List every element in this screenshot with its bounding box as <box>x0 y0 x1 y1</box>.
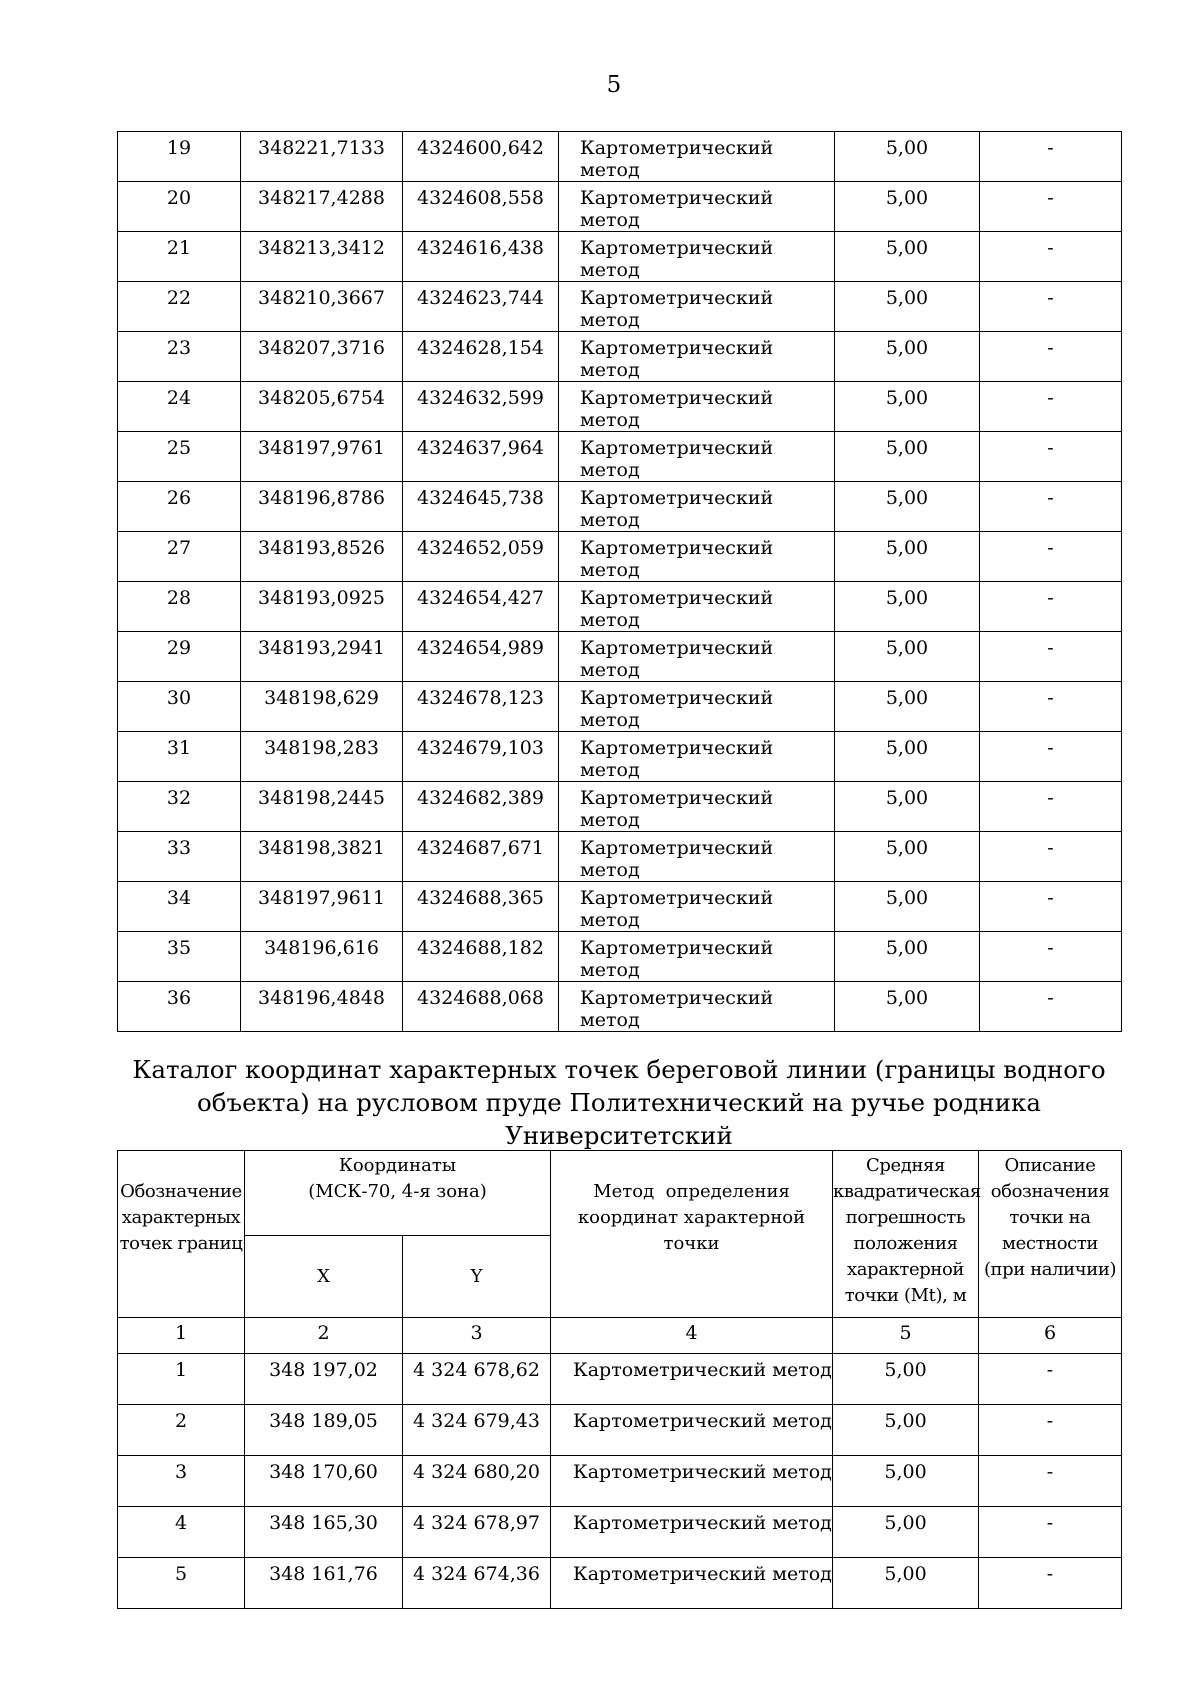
cell-error: 5,00 <box>835 882 980 932</box>
header-x: X <box>245 1236 403 1318</box>
cell-error: 5,00 <box>835 332 980 382</box>
cell-point-number: 34 <box>118 882 241 932</box>
header-description-line: Описание <box>1004 1155 1096 1176</box>
header-method <box>551 1151 833 1318</box>
cell-point-number: 27 <box>118 532 241 582</box>
cell-y: 4324688,068 <box>403 982 559 1032</box>
cell-description: - <box>980 332 1122 382</box>
cell-error: 5,00 <box>835 282 980 332</box>
cell-description: - <box>980 432 1122 482</box>
cell-error: 5,00 <box>833 1405 979 1456</box>
cell-method: Картометрический метод <box>559 732 835 782</box>
cell-point-number: 26 <box>118 482 241 532</box>
cell-error: 5,00 <box>835 132 980 182</box>
cell-x: 348198,3821 <box>241 832 403 882</box>
cell-error: 5,00 <box>835 582 980 632</box>
cell-method: Картометрический метод <box>551 1456 833 1507</box>
table-row <box>118 982 1122 1032</box>
header-description-line: обозначения <box>990 1181 1110 1202</box>
cell-y: 4324688,365 <box>403 882 559 932</box>
cell-method: Картометрический метод <box>559 482 835 532</box>
cell-error: 5,00 <box>835 782 980 832</box>
table-row <box>118 432 1122 482</box>
table-row <box>118 832 1122 882</box>
cell-method: Картометрический метод <box>551 1507 833 1558</box>
cell-error: 5,00 <box>835 982 980 1032</box>
cell-point-number: 23 <box>118 332 241 382</box>
cell-error: 5,00 <box>835 182 980 232</box>
cell-x: 348196,616 <box>241 932 403 982</box>
cell-x: 348 161,76 <box>245 1558 403 1609</box>
cell-error: 5,00 <box>833 1354 979 1405</box>
cell-point-number: 25 <box>118 432 241 482</box>
cell-description: - <box>980 632 1122 682</box>
cell-x: 348198,629 <box>241 682 403 732</box>
table-row <box>118 532 1122 582</box>
coordinates-table-body <box>118 132 1122 1032</box>
cell-x: 348 165,30 <box>245 1507 403 1558</box>
table-row <box>118 882 1122 932</box>
cell-method: Картометрический метод <box>551 1558 833 1609</box>
header-error-line: положения <box>853 1233 958 1254</box>
cell-error: 5,00 <box>833 1456 979 1507</box>
cell-method: Картометрический метод <box>559 932 835 982</box>
cell-method: Картометрический метод <box>559 332 835 382</box>
column-number: 6 <box>979 1318 1122 1354</box>
cell-point-number: 36 <box>118 982 241 1032</box>
table-row <box>118 132 1122 182</box>
cell-method: Картометрический метод <box>551 1405 833 1456</box>
cell-x: 348198,2445 <box>241 782 403 832</box>
cell-x: 348193,0925 <box>241 582 403 632</box>
cell-method: Картометрический метод <box>559 232 835 282</box>
table-row <box>118 782 1122 832</box>
header-error-line: точки (Mt), м <box>844 1285 967 1306</box>
header-error <box>833 1151 979 1318</box>
cell-method: Картометрический метод <box>559 882 835 932</box>
catalog-coordinates-table <box>117 1150 1122 1609</box>
cell-description: - <box>980 532 1122 582</box>
cell-error: 5,00 <box>833 1558 979 1609</box>
header-error-line: погрешность <box>845 1207 966 1228</box>
cell-error: 5,00 <box>835 532 980 582</box>
column-number: 2 <box>245 1318 403 1354</box>
cell-description: - <box>980 882 1122 932</box>
column-number: 1 <box>118 1318 245 1354</box>
table-row <box>118 1456 1122 1507</box>
cell-point-number: 32 <box>118 782 241 832</box>
cell-error: 5,00 <box>835 632 980 682</box>
header-description-line: (при наличии) <box>983 1259 1117 1280</box>
cell-point-number: 20 <box>118 182 241 232</box>
table-row <box>118 632 1122 682</box>
cell-method: Картометрический метод <box>559 432 835 482</box>
cell-description: - <box>980 282 1122 332</box>
cell-y: 4 324 674,36 <box>403 1558 551 1609</box>
cell-method: Картометрический метод <box>559 532 835 582</box>
cell-y: 4324679,103 <box>403 732 559 782</box>
header-coordinates <box>245 1151 551 1236</box>
cell-point-number: 28 <box>118 582 241 632</box>
header-coordinates-line: (МСК-70, 4-я зона) <box>308 1181 487 1202</box>
cell-description: - <box>979 1507 1122 1558</box>
table-header-row <box>118 1151 1122 1236</box>
column-number: 5 <box>833 1318 979 1354</box>
cell-y: 4324608,558 <box>403 182 559 232</box>
cell-y: 4324682,389 <box>403 782 559 832</box>
cell-description: - <box>980 732 1122 782</box>
cell-description: - <box>979 1558 1122 1609</box>
cell-point-number: 1 <box>118 1354 245 1405</box>
cell-point-number: 31 <box>118 732 241 782</box>
table-row <box>118 382 1122 432</box>
cell-point-number: 24 <box>118 382 241 432</box>
cell-y: 4324654,427 <box>403 582 559 632</box>
catalog-title-line-2: объекта) на русловом пруде Политехнический на ручье родника <box>197 1088 1041 1117</box>
cell-description: - <box>980 132 1122 182</box>
cell-y: 4324678,123 <box>403 682 559 732</box>
header-description <box>979 1151 1122 1318</box>
cell-description: - <box>979 1456 1122 1507</box>
header-description-line: точки на <box>1009 1207 1091 1228</box>
cell-x: 348196,4848 <box>241 982 403 1032</box>
catalog-title <box>117 1053 1121 1152</box>
header-description-line: местности <box>1002 1233 1098 1254</box>
cell-point-number: 2 <box>118 1405 245 1456</box>
cell-x: 348197,9761 <box>241 432 403 482</box>
cell-x: 348213,3412 <box>241 232 403 282</box>
table-row <box>118 1354 1122 1405</box>
cell-y: 4324637,964 <box>403 432 559 482</box>
cell-description: - <box>980 782 1122 832</box>
cell-y: 4324616,438 <box>403 232 559 282</box>
cell-x: 348 197,02 <box>245 1354 403 1405</box>
cell-point-number: 3 <box>118 1456 245 1507</box>
table-row <box>118 1507 1122 1558</box>
cell-error: 5,00 <box>835 232 980 282</box>
cell-error: 5,00 <box>835 732 980 782</box>
cell-x: 348207,3716 <box>241 332 403 382</box>
table-row <box>118 332 1122 382</box>
cell-point-number: 35 <box>118 932 241 982</box>
cell-y: 4324652,059 <box>403 532 559 582</box>
cell-description: - <box>980 232 1122 282</box>
table-row <box>118 232 1122 282</box>
cell-method: Картометрический метод <box>559 782 835 832</box>
cell-method: Картометрический метод <box>559 182 835 232</box>
cell-description: - <box>979 1405 1122 1456</box>
header-method-line: Метод определения <box>593 1181 790 1202</box>
cell-x: 348205,6754 <box>241 382 403 432</box>
coordinates-table-continued <box>117 131 1122 1032</box>
cell-method: Картометрический метод <box>559 982 835 1032</box>
cell-method: Картометрический метод <box>559 382 835 432</box>
cell-x: 348221,7133 <box>241 132 403 182</box>
cell-description: - <box>980 982 1122 1032</box>
cell-x: 348210,3667 <box>241 282 403 332</box>
cell-y: 4 324 678,97 <box>403 1507 551 1558</box>
cell-x: 348193,2941 <box>241 632 403 682</box>
cell-x: 348197,9611 <box>241 882 403 932</box>
cell-method: Картометрический метод <box>551 1354 833 1405</box>
catalog-table-body <box>118 1354 1122 1609</box>
cell-error: 5,00 <box>835 932 980 982</box>
header-designation-line: характерных <box>121 1207 241 1228</box>
table-row <box>118 282 1122 332</box>
header-method-line: точки <box>663 1233 720 1254</box>
cell-y: 4324688,182 <box>403 932 559 982</box>
header-y: Y <box>403 1236 551 1318</box>
cell-x: 348 189,05 <box>245 1405 403 1456</box>
header-error-line: Средняя <box>866 1155 945 1176</box>
cell-point-number: 5 <box>118 1558 245 1609</box>
cell-y: 4324645,738 <box>403 482 559 532</box>
header-designation-line: Обозначение <box>120 1181 242 1202</box>
cell-y: 4 324 679,43 <box>403 1405 551 1456</box>
table-row <box>118 482 1122 532</box>
cell-y: 4324654,989 <box>403 632 559 682</box>
cell-method: Картометрический метод <box>559 832 835 882</box>
catalog-title-line-1: Каталог координат характерных точек береговой линии (границы водного <box>132 1055 1106 1084</box>
column-number-row <box>118 1318 1122 1354</box>
cell-error: 5,00 <box>835 432 980 482</box>
header-coordinates-line: Координаты <box>338 1155 457 1176</box>
cell-y: 4 324 680,20 <box>403 1456 551 1507</box>
cell-method: Картометрический метод <box>559 632 835 682</box>
header-error-line: характерной <box>847 1259 964 1280</box>
cell-y: 4 324 678,62 <box>403 1354 551 1405</box>
table-row <box>118 732 1122 782</box>
cell-point-number: 30 <box>118 682 241 732</box>
cell-y: 4324623,744 <box>403 282 559 332</box>
cell-y: 4324687,671 <box>403 832 559 882</box>
cell-y: 4324628,154 <box>403 332 559 382</box>
cell-error: 5,00 <box>835 832 980 882</box>
cell-point-number: 22 <box>118 282 241 332</box>
cell-method: Картометрический метод <box>559 282 835 332</box>
catalog-title-line-3: Университетский <box>505 1121 733 1150</box>
cell-x: 348 170,60 <box>245 1456 403 1507</box>
page-number: 5 <box>606 72 622 98</box>
cell-x: 348217,4288 <box>241 182 403 232</box>
column-number: 3 <box>403 1318 551 1354</box>
cell-description: - <box>980 382 1122 432</box>
header-designation-line: точек границ <box>119 1233 243 1254</box>
header-designation <box>118 1151 245 1318</box>
cell-error: 5,00 <box>833 1507 979 1558</box>
cell-description: - <box>980 932 1122 982</box>
table-row <box>118 682 1122 732</box>
column-number: 4 <box>551 1318 833 1354</box>
cell-error: 5,00 <box>835 682 980 732</box>
cell-method: Картометрический метод <box>559 132 835 182</box>
cell-point-number: 33 <box>118 832 241 882</box>
cell-error: 5,00 <box>835 482 980 532</box>
cell-point-number: 29 <box>118 632 241 682</box>
cell-description: - <box>980 832 1122 882</box>
header-method-line: координат характерной <box>577 1207 806 1228</box>
cell-method: Картометрический метод <box>559 582 835 632</box>
table-row <box>118 182 1122 232</box>
cell-method: Картометрический метод <box>559 682 835 732</box>
cell-description: - <box>979 1354 1122 1405</box>
table-row <box>118 1558 1122 1609</box>
cell-point-number: 19 <box>118 132 241 182</box>
cell-description: - <box>980 582 1122 632</box>
cell-description: - <box>980 182 1122 232</box>
cell-y: 4324600,642 <box>403 132 559 182</box>
table-row <box>118 932 1122 982</box>
cell-x: 348196,8786 <box>241 482 403 532</box>
cell-description: - <box>980 482 1122 532</box>
table-row <box>118 1405 1122 1456</box>
cell-description: - <box>980 682 1122 732</box>
header-error-line: квадратическая <box>833 1181 981 1202</box>
table-row <box>118 582 1122 632</box>
cell-point-number: 21 <box>118 232 241 282</box>
cell-x: 348193,8526 <box>241 532 403 582</box>
cell-y: 4324632,599 <box>403 382 559 432</box>
cell-x: 348198,283 <box>241 732 403 782</box>
cell-error: 5,00 <box>835 382 980 432</box>
cell-point-number: 4 <box>118 1507 245 1558</box>
